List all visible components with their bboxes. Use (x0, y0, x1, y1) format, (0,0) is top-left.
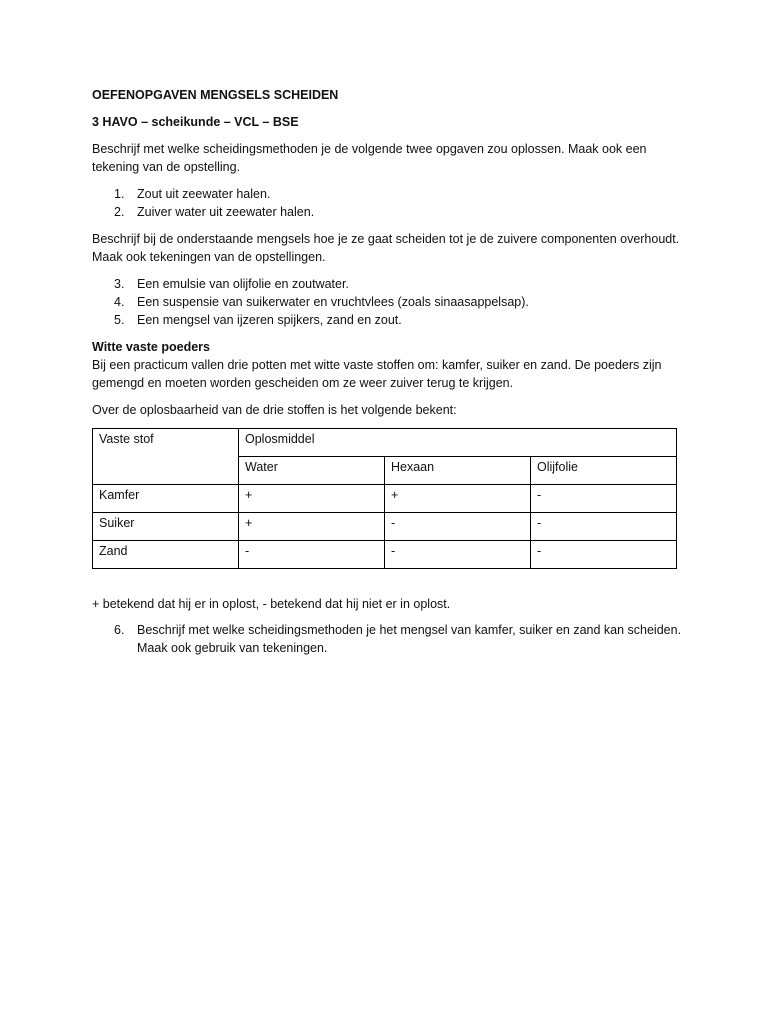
header-vaste-stof: Vaste stof (93, 429, 239, 485)
row-name: Suiker (93, 513, 239, 541)
document-content (92, 86, 682, 666)
list-item (92, 185, 682, 203)
table-row (93, 541, 677, 569)
section-paragraph: Bij een practicum vallen drie potten met witte vaste stoffen om: kamfer, suiker en zand. De poeders zijn gemengd en moeten worden gescheiden om ze weer zuiver terug te krijgen. (92, 358, 662, 390)
intro-paragraph-1: Beschrijf met welke scheidingsmethoden je de volgende twee opgaven zou oplossen. Maak ook een tekening van de opstelling. (92, 142, 647, 174)
list-item (92, 621, 682, 657)
cell-value: + (385, 485, 531, 513)
question-list-1 (92, 185, 682, 221)
table-legend: + betekend dat hij er in oplost, - betekend dat hij niet er in oplost. (92, 597, 451, 611)
question-number: 4. (114, 295, 125, 309)
list-item (92, 275, 682, 293)
intro-paragraph-2: Beschrijf bij de onderstaande mengsels hoe je ze gaat scheiden tot je de zuivere componenten overhoudt. Maak ook tekeningen van de opstellingen. (92, 232, 680, 264)
header-oplosmiddel: Oplosmiddel (239, 429, 677, 457)
cell-value: - (239, 541, 385, 569)
question-number: 2. (114, 205, 125, 219)
question-text: Een emulsie van olijfolie en zoutwater. (137, 277, 349, 291)
document-title: OEFENOPGAVEN MENGSELS SCHEIDEN (92, 88, 339, 102)
question-number: 6. (114, 623, 125, 637)
table-intro: Over de oplosbaarheid van de drie stoffen is het volgende bekent: (92, 403, 457, 417)
question-list-2 (92, 275, 682, 329)
cell-value: - (531, 513, 677, 541)
list-item (92, 203, 682, 221)
document-subtitle: 3 HAVO – scheikunde – VCL – BSE (92, 115, 299, 129)
cell-value: - (385, 541, 531, 569)
question-text: Zuiver water uit zeewater halen. (137, 205, 315, 219)
cell-value: - (531, 485, 677, 513)
question-text: Een suspensie van suikerwater en vruchtvlees (zoals sinaasappelsap). (137, 295, 529, 309)
list-item (92, 311, 682, 329)
cell-value: + (239, 485, 385, 513)
list-item (92, 293, 682, 311)
question-text: Een mengsel van ijzeren spijkers, zand en zout. (137, 313, 402, 327)
cell-value: - (385, 513, 531, 541)
question-list-3 (92, 621, 682, 657)
table-row (93, 513, 677, 541)
question-number: 3. (114, 277, 125, 291)
cell-value: - (531, 541, 677, 569)
cell-value: + (239, 513, 385, 541)
header-hexaan: Hexaan (385, 457, 531, 485)
table-header-row (93, 429, 677, 457)
header-olijfolie: Olijfolie (531, 457, 677, 485)
solubility-table (92, 428, 677, 569)
question-number: 1. (114, 187, 125, 201)
row-name: Kamfer (93, 485, 239, 513)
header-water: Water (239, 457, 385, 485)
row-name: Zand (93, 541, 239, 569)
section-heading: Witte vaste poeders (92, 340, 210, 354)
question-text: Beschrijf met welke scheidingsmethoden je het mengsel van kamfer, suiker en zand kan scheiden. Maak ook gebruik van tekeningen. (137, 623, 682, 655)
question-number: 5. (114, 313, 125, 327)
question-text: Zout uit zeewater halen. (137, 187, 271, 201)
table-row (93, 485, 677, 513)
